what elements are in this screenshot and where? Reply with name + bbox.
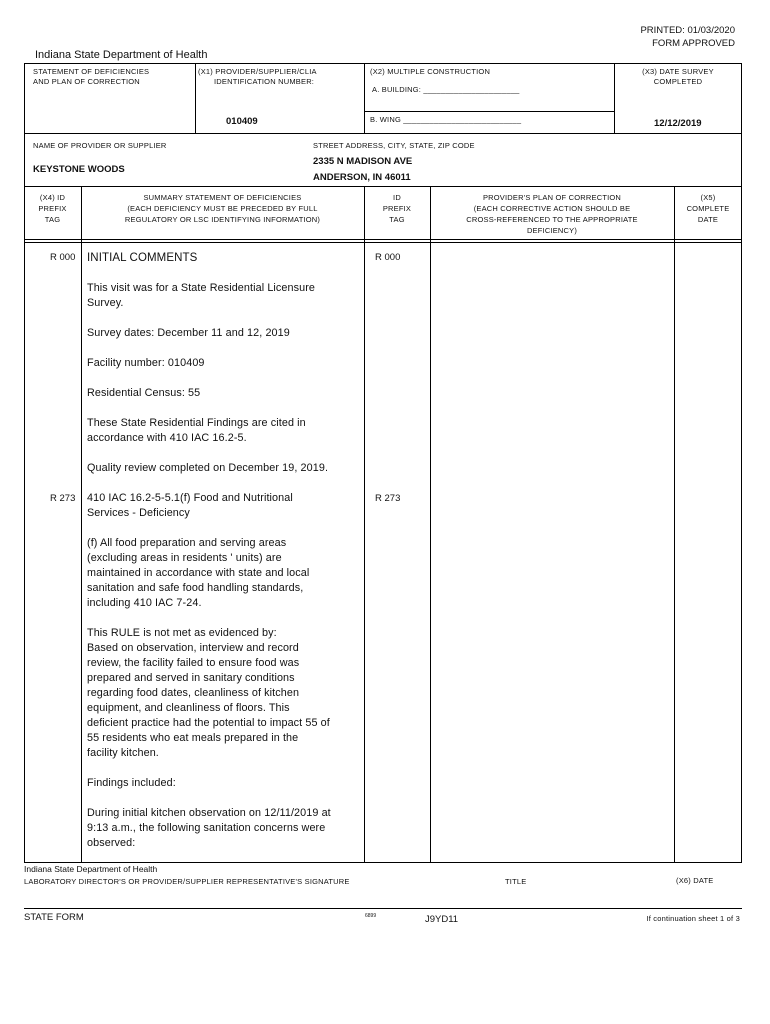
form-number: 6899: [365, 913, 377, 919]
paragraph: Residential Census: 55: [87, 387, 201, 399]
printed-date: PRINTED: 01/03/2020: [640, 25, 735, 36]
x2-label: (X2) MULTIPLE CONSTRUCTION: [370, 67, 491, 76]
x5-header-2: COMPLETE: [686, 204, 730, 213]
provider-name: KEYSTONE WOODS: [33, 164, 125, 175]
id-tag-r273: R 273: [375, 493, 401, 504]
address-line-1: 2335 N MADISON AVE: [313, 156, 413, 167]
summary-header-2: (EACH DEFICIENCY MUST BE PRECEDED BY FULL: [127, 204, 318, 213]
address-label: STREET ADDRESS, CITY, STATE, ZIP CODE: [313, 141, 475, 150]
tag-r000: R 000: [50, 252, 76, 263]
title-label: TITLE: [505, 877, 527, 886]
paragraph: Findings included:: [87, 777, 176, 789]
x4-header-1: (X4) ID: [39, 193, 66, 202]
paragraph: Survey dates: December 11 and 12, 2019: [87, 327, 290, 339]
x5-header-3: DATE: [697, 215, 719, 224]
entry-r000-text: [87, 251, 362, 491]
entry-heading: INITIAL COMMENTS: [87, 252, 198, 264]
tag-r273: R 273: [50, 493, 76, 504]
paragraph: Quality review completed on December 19, 2019.: [87, 462, 329, 474]
paragraph: These State Residential Findings are cited in accordance with 410 IAC 16.2-5.: [87, 417, 306, 444]
event-id: J9YD11: [425, 914, 459, 925]
id-header-2: PREFIX: [382, 204, 412, 213]
statement-label-1: STATEMENT OF DEFICIENCIES: [33, 67, 150, 76]
plan-header-3: CROSS-REFERENCED TO THE APPROPRIATE: [466, 215, 638, 224]
wing-label: B. WING ___________________________: [370, 115, 522, 124]
x1-label-2: IDENTIFICATION NUMBER:: [214, 77, 315, 86]
paragraph: (f) All food preparation and serving areas (excluding areas in residents ' units) are maintained in accordance with state and local sanitation and safe food handling standards, including 410 IAC 7-24.: [87, 537, 310, 609]
entry-r273-text: [87, 491, 362, 866]
id-tag-r000: R 000: [375, 252, 401, 263]
entry-heading: 410 IAC 16.2-5-5.1(f) Food and Nutritional Services - Deficiency: [87, 492, 293, 519]
plan-header-1: PROVIDER'S PLAN OF CORRECTION: [482, 193, 622, 202]
paragraph: This visit was for a State Residential Licensure Survey.: [87, 282, 316, 309]
plan-header-4: DEFICIENCY): [526, 226, 578, 235]
provider-name-label: NAME OF PROVIDER OR SUPPLIER: [33, 141, 167, 150]
provider-id-number: 010409: [226, 116, 258, 127]
summary-header-3: REGULATORY OR LSC IDENTIFYING INFORMATION): [124, 215, 321, 224]
paragraph: During initial kitchen observation on 12/11/2019 at 9:13 a.m., the following sanitation concerns were observed:: [87, 807, 331, 849]
x3-label-2: COMPLETED: [653, 77, 703, 86]
x1-label-1: (X1) PROVIDER/SUPPLIER/CLIA: [198, 67, 317, 76]
id-header-1: ID: [393, 193, 401, 202]
x4-header-3: TAG: [44, 215, 61, 224]
continuation-sheet: If continuation sheet 1 of 3: [646, 914, 740, 923]
paragraph: Facility number: 010409: [87, 357, 205, 369]
x6-date-label: (X6) DATE: [676, 876, 714, 885]
building-label: A. BUILDING: ______________________: [372, 85, 520, 94]
signature-label: LABORATORY DIRECTOR'S OR PROVIDER/SUPPLIER REPRESENTATIVE'S SIGNATURE: [24, 877, 350, 886]
state-form-label: STATE FORM: [24, 912, 84, 923]
x3-label-1: (X3) DATE SURVEY: [642, 67, 714, 76]
agency-name: Indiana State Department of Health: [35, 49, 208, 61]
x5-header-1: (X5): [700, 193, 716, 202]
paragraph: This RULE is not met as evidenced by: Based on observation, interview and record review, the facility failed to ensure food was prepared and served in sanitary conditions regarding food dates, cleanliness of kitchen equipment, and cleanliness of floors. This deficient practice had the potential to impact 55 of 55 residents who eat meals prepared in the facility kitchen.: [87, 627, 330, 759]
plan-header-2: (EACH CORRECTIVE ACTION SHOULD BE: [473, 204, 631, 213]
statement-label-2: AND PLAN OF CORRECTION: [33, 77, 140, 86]
form-approved: FORM APPROVED: [652, 38, 735, 49]
address-line-2: ANDERSON, IN 46011: [313, 172, 411, 183]
footer-agency: Indiana State Department of Health: [24, 864, 158, 874]
id-header-3: TAG: [389, 215, 405, 224]
survey-date: 12/12/2019: [654, 118, 702, 129]
summary-header-1: SUMMARY STATEMENT OF DEFICIENCIES: [143, 193, 302, 202]
x4-header-2: PREFIX: [38, 204, 67, 213]
